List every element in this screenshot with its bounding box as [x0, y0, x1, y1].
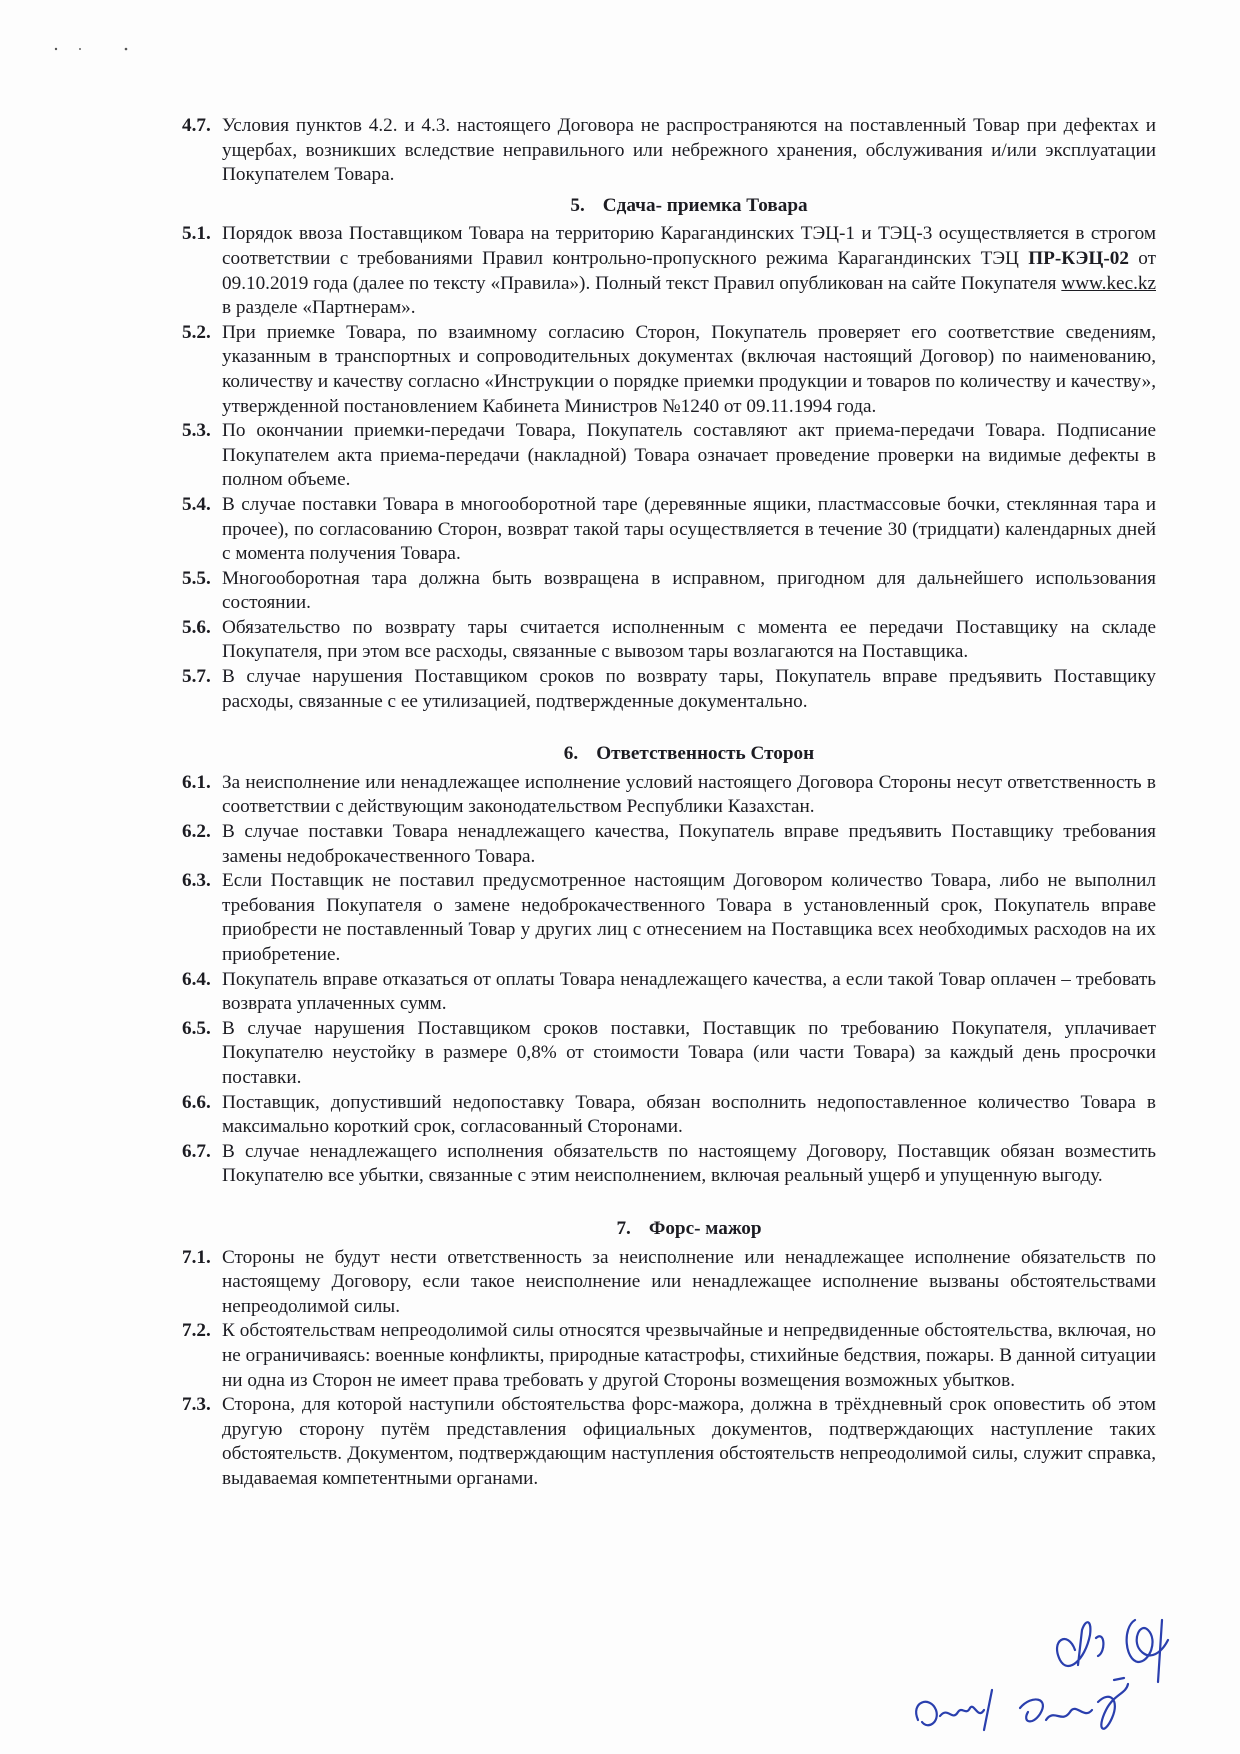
clause-number: 6.5.	[182, 1017, 211, 1039]
document-body	[182, 114, 1156, 1491]
clause-5-6	[182, 616, 1156, 665]
clause-number: 4.7.	[182, 115, 211, 136]
clause-number: 7.2.	[182, 1320, 211, 1342]
clause-text: Если Поставщик не поставил предусмотренное настоящим Договором количество Товара, либо не выполнил требования Покупателя о замене недоброкачественного Товара в установленный срок, Покупатель вправе приобрести не поставленный Товар у других лиц с отнесением на Поставщика всех необходимых расходов на их приобретение.	[222, 870, 1156, 965]
clause-text: По окончании приемки-передачи Товара, Покупатель составляют акт приема-передачи Товара. Подписание Покупателем акта приема-передачи (накладной) Товара означает проведение проверки на видимые дефекты в полном объеме.	[222, 420, 1156, 491]
clause-text: За неисполнение или ненадлежащее исполнение условий настоящего Договора Стороны несут ответственность в соответствии с действующим законодательством Республики Казахстан.	[222, 771, 1156, 818]
clause-6-1	[182, 771, 1156, 820]
clause-number: 6.1.	[182, 771, 211, 793]
clause-number: 6.4.	[182, 968, 211, 990]
clause-6-4	[182, 968, 1156, 1017]
clause-6-5	[182, 1017, 1156, 1091]
clause-6-7	[182, 1140, 1156, 1189]
rules-code: ПР-КЭЦ-02	[1028, 247, 1129, 269]
handwritten-signatures	[900, 1590, 1220, 1740]
clause-number: 5.7.	[182, 666, 211, 688]
section-heading-7	[182, 1217, 1156, 1242]
clause-text: Поставщик, допустивший недопоставку Товара, обязан восполнить недопоставленное количество Товара в максимально короткий срок, согласованный Сторонами.	[222, 1091, 1156, 1138]
clause-text: В случае поставки Товара в многооборотной таре (деревянные ящики, пластмассовые бочки, стеклянная тара и прочее), по согласованию Сторон, возврат такой тары осуществляется в течение 30 (тридцати) календарных дней с момента получения Товара.	[222, 493, 1156, 565]
clause-text: В случае ненадлежащего исполнения обязательств по настоящему Договору, Поставщик обязан возместить Покупателю все убытки, связанные с этим неисполнением, включая реальный ущерб и упущенную выгоду.	[222, 1140, 1156, 1187]
clause-number: 6.6.	[182, 1091, 211, 1113]
clause-6-6	[182, 1091, 1156, 1140]
clause-text: Многооборотная тара должна быть возвращена в исправном, пригодном для дальнейшего использования состоянии.	[222, 567, 1156, 614]
clause-text: Покупатель вправе отказаться от оплаты Товара ненадлежащего качества, а если такой Товар оплачен – требовать возврата уплаченных сумм.	[222, 968, 1156, 1015]
clause-text: К обстоятельствам непреодолимой силы относятся чрезвычайные и непредвиденные обстоятельства, включая, но не ограничиваясь: военные конфликты, природные катастрофы, стихийные бедствия, пожары. В данной ситуации ни одна из Сторон не имеет права требовать у другой Стороны возмещения возможных убытков.	[222, 1320, 1156, 1391]
clause-6-3	[182, 869, 1156, 967]
clause-number: 7.3.	[182, 1394, 211, 1416]
clause-text: В случае поставки Товара ненадлежащего качества, Покупатель вправе предъявить Поставщику требования замены недоброкачественного Товара.	[222, 821, 1156, 867]
clause-7-2	[182, 1319, 1156, 1393]
clause-5-3	[182, 419, 1156, 493]
clause-7-3	[182, 1393, 1156, 1491]
clause-text: Условия пунктов 4.2. и 4.3. настоящего Договора не распространяются на поставленный Товар при дефектах и ущербах, возникших вследствие неправильного или небрежного хранения, обслуживания и/или эксплуатации Покупателем Товара.	[222, 115, 1156, 186]
clause-number: 6.7.	[182, 1140, 211, 1162]
website-link[interactable]: www.kec.kz	[1061, 272, 1156, 294]
clause-number: 5.3.	[182, 420, 211, 442]
clause-text-part: в разделе «Партнерам».	[222, 297, 416, 319]
clause-5-2	[182, 321, 1156, 419]
section-spacer	[182, 1189, 1156, 1211]
clause-number: 7.1.	[182, 1246, 211, 1268]
clause-4-7	[182, 114, 1156, 188]
section-title: Форс- мажор	[648, 1217, 762, 1239]
clause-number: 5.6.	[182, 616, 211, 638]
clause-text-part: Порядок ввоза Поставщиком Товара на территорию Карагандинских ТЭЦ-1 и ТЭЦ-3 осуществляется в строгом соответствии с требованиями Правил контрольно-пропускного режима Карагандинских ТЭЦ	[222, 223, 1156, 269]
clause-number: 6.3.	[182, 870, 211, 892]
clause-5-5	[182, 567, 1156, 616]
clause-text: Сторона, для которой наступили обстоятельства форс-мажора, должна в трёхдневный срок оповестить об этом другую сторону путём представления официальных документов, подтверждающих наступление таких обстоятельств. Документом, подтверждающим наступления обстоятельств непреодолимой силы, служит справка, выдаваемая компетентными органами.	[222, 1394, 1156, 1489]
clause-7-1	[182, 1246, 1156, 1320]
section-heading-5	[182, 194, 1156, 219]
clause-text: При приемке Товара, по взаимному согласию Сторон, Покупатель проверяет его соответствие сведениям, указанным в транспортных и сопроводительных документах (включая настоящий Договор) по наименованию, количеству и качеству согласно «Инструкции о порядке приемки продукции и товаров по количеству и качеству», утвержденной постановлением Кабинета Министров №1240 от 09.11.1994 года.	[222, 321, 1156, 417]
clause-number: 5.5.	[182, 567, 211, 589]
clause-text: В случае нарушения Поставщиком сроков поставки, Поставщик по требованию Покупателя, уплачивает Покупателю неустойку в размере 0,8% от стоимости Товара (или части Товара) за каждый день просрочки поставки.	[222, 1017, 1156, 1088]
clause-number: 5.1.	[182, 223, 211, 245]
clause-number: 5.2.	[182, 321, 211, 343]
section-spacer	[182, 714, 1156, 736]
clause-text-part: от 09.10.2019 года (далее по тексту «Правила»). Полный текст Правил опубликован на сайте Покупателя	[222, 247, 1156, 294]
clause-6-2	[182, 820, 1156, 869]
scan-specks	[52, 46, 132, 52]
clause-text: Обязательство по возврату тары считается исполненным с момента ее передачи Поставщику на складе Покупателя, при этом все расходы, связанные с вывозом тары возлагаются на Поставщика.	[222, 616, 1156, 663]
clause-number: 6.2.	[182, 821, 211, 843]
clause-text	[222, 222, 1156, 320]
clause-5-4	[182, 493, 1156, 567]
section-title: Сдача- приемка Товара	[602, 194, 808, 216]
clause-number: 5.4.	[182, 493, 211, 515]
clause-5-7	[182, 665, 1156, 714]
clause-5-1	[182, 222, 1156, 320]
clause-text: Стороны не будут нести ответственность за неисполнение или ненадлежащее исполнение обязательств по настоящему Договору, если такое неисполнение или ненадлежащее исполнение вызваны обстоятельствами непреодолимой силы.	[222, 1246, 1156, 1317]
section-heading-6	[182, 742, 1156, 767]
section-title: Ответственность Сторон	[596, 743, 815, 765]
section-number: 7.	[616, 1217, 631, 1239]
section-number: 5.	[570, 194, 585, 216]
section-number: 6.	[563, 743, 579, 765]
clause-text: В случае нарушения Поставщиком сроков по возврату тары, Покупатель вправе предъявить Поставщику расходы, связанные с ее утилизацией, подтвержденные документально.	[222, 666, 1156, 712]
